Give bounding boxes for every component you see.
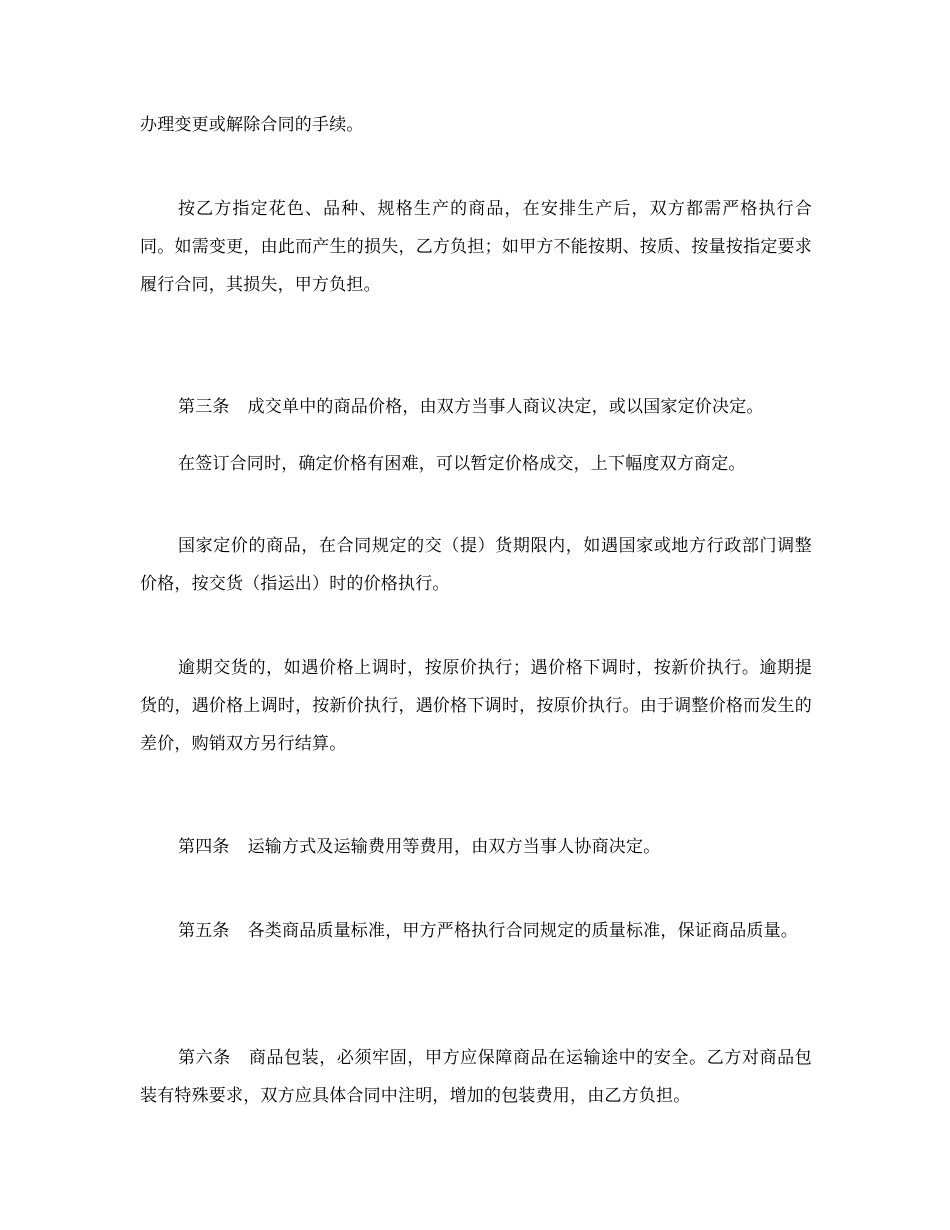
article-number: 第三条 (178, 397, 230, 417)
article-text: 成交单中的商品价格，由双方当事人商议决定，或以国家定价决定。 (247, 397, 764, 417)
paragraph-continuation: 办理变更或解除合同的手续。 (140, 115, 364, 135)
article-number: 第四条 (178, 837, 230, 857)
article-number: 第六条 (178, 1048, 231, 1068)
article-text: 商品包装，必须牢固，甲方应保障商品在运输途中的安全。乙方对商品包装有特殊要求，双方应具体合同中注明，增加的包装费用，由乙方负担。 (140, 1048, 812, 1106)
paragraph-overdue-delivery: 逾期交货的，如遇价格上调时，按原价执行；遇价格下调时，按新价执行。逾期提货的，遇价格上调时，按新价执行，遇价格下调时，按原价执行。由于调整价格而发生的差价，购销双方另行结算。 (140, 658, 812, 754)
paragraph-article-3 (140, 388, 812, 426)
article-text: 运输方式及运输费用等费用，由双方当事人协商决定。 (247, 837, 661, 857)
paragraph-article-5 (140, 912, 812, 950)
paragraph-article-6 (140, 1039, 812, 1115)
paragraph-state-price: 国家定价的商品，在合同规定的交（提）货期限内，如遇国家或地方行政部门调整价格，按交货（指运出）时的价格执行。 (140, 536, 812, 594)
article-number: 第五条 (178, 921, 230, 941)
paragraph-tentative-price: 在签订合同时，确定价格有困难，可以暂定价格成交，上下幅度双方商定。 (178, 454, 746, 474)
paragraph-custom-production: 按乙方指定花色、品种、规格生产的商品，在安排生产后，双方都需严格执行合同。如需变更，由此而产生的损失，乙方负担；如甲方不能按期、按质、按量按指定要求履行合同，其损失，甲方负担。 (140, 199, 812, 295)
paragraph-article-4 (140, 828, 812, 866)
article-text: 各类商品质量标准，甲方严格执行合同规定的质量标准，保证商品质量。 (247, 921, 799, 941)
